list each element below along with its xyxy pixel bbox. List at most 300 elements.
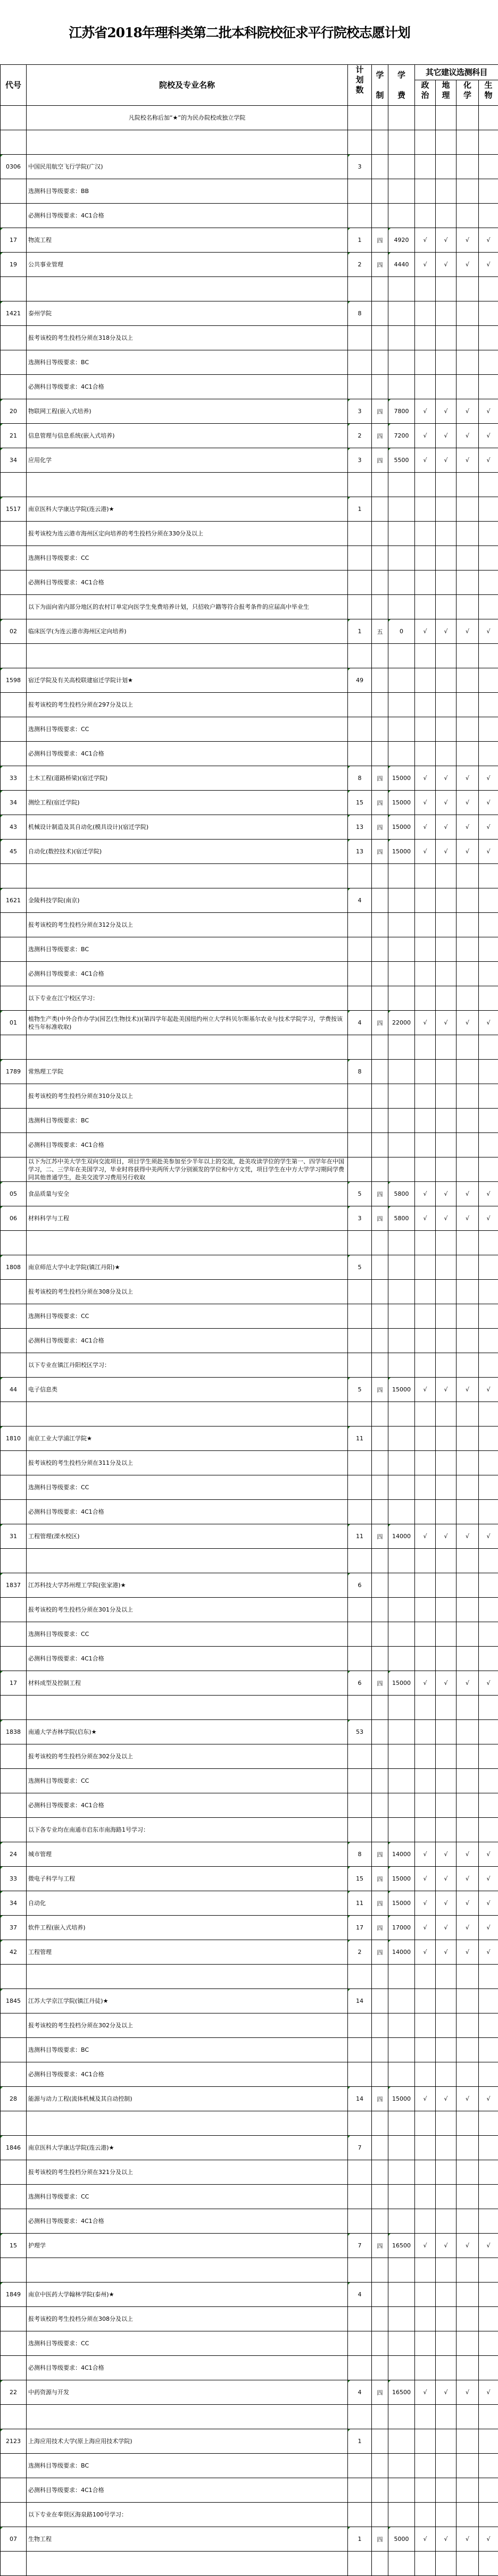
check-chemistry [456, 2429, 479, 2454]
school-name: 南京医科大学康达学院(连云港)★ [27, 2136, 348, 2160]
code-cell: 1808 [1, 1255, 27, 1280]
check-politics [415, 130, 436, 155]
check-geography [436, 106, 456, 130]
check-biology [479, 1280, 498, 1304]
requirement-row [1, 375, 498, 399]
major-row [1, 1671, 498, 1696]
check-geography [436, 1696, 456, 1720]
spacer-row [1, 1965, 498, 1989]
tuition-fee: 7200 [388, 424, 415, 448]
tuition-fee [388, 2331, 415, 2356]
check-politics [415, 1402, 436, 1427]
check-chemistry [456, 1769, 479, 1793]
requirement-row [1, 1133, 498, 1157]
check-chemistry [456, 1084, 479, 1109]
check-biology [479, 1622, 498, 1647]
requirement-row [1, 1109, 498, 1133]
major-name: 自动化 [27, 1891, 348, 1916]
check-geography [436, 1084, 456, 1109]
check-geography [436, 1304, 456, 1329]
check-geography [436, 986, 456, 1011]
code-cell: 05 [1, 1182, 27, 1206]
header-subject-chemistry-label: 化学 [463, 80, 471, 100]
check-geography [436, 277, 456, 301]
tuition-fee [388, 2062, 415, 2087]
note-text: 必测科目等级要求：4C1合格 [27, 2356, 348, 2380]
plan-count [348, 1500, 372, 1524]
check-politics [415, 668, 436, 693]
school-row [1, 1427, 498, 1451]
note-text: 选测科目等级要求：CC [27, 546, 348, 570]
check-chemistry [456, 2258, 479, 2283]
check-chemistry [456, 2478, 479, 2503]
school-row [1, 1989, 498, 2013]
spacer-row [1, 864, 498, 888]
plan-count [348, 277, 372, 301]
major-row [1, 228, 498, 253]
tuition-fee [388, 1427, 415, 1451]
major-row [1, 1842, 498, 1867]
plan-count: 53 [348, 1720, 372, 1744]
code-cell: 33 [1, 1867, 27, 1891]
check-geography: √ [436, 2087, 456, 2111]
check-chemistry [456, 2331, 479, 2356]
spacer-row [1, 1231, 498, 1255]
study-years [372, 1402, 388, 1427]
study-years [372, 301, 388, 326]
check-biology [479, 937, 498, 962]
code-cell [1, 1647, 27, 1671]
plan-count [348, 1109, 372, 1133]
check-chemistry [456, 1500, 479, 1524]
major-row [1, 1891, 498, 1916]
check-politics [415, 350, 436, 375]
study-years [372, 204, 388, 228]
major-name: 生物工程 [27, 2527, 348, 2552]
check-geography [436, 155, 456, 179]
requirement-row [1, 1769, 498, 1793]
header-subject-chemistry [456, 80, 479, 106]
note-text: 报考该校的考生投档分须在301分及以上 [27, 1598, 348, 1622]
requirement-row [1, 1598, 498, 1622]
plan-count: 17 [348, 1916, 372, 1940]
check-geography [436, 962, 456, 986]
plan-count [348, 644, 372, 668]
header-name: 院校及专业名称 [27, 65, 348, 106]
check-geography [436, 1793, 456, 1818]
check-chemistry: √ [456, 1524, 479, 1549]
requirement-row [1, 717, 498, 742]
code-cell [1, 1157, 27, 1182]
check-politics [415, 1157, 436, 1182]
study-years [372, 937, 388, 962]
plan-count: 2 [348, 253, 372, 277]
check-chemistry: √ [456, 1940, 479, 1965]
study-years [372, 2136, 388, 2160]
plan-count [348, 595, 372, 619]
code-cell [1, 2503, 27, 2527]
check-geography [436, 595, 456, 619]
check-biology [479, 1647, 498, 1671]
major-name: 能源与动力工程(流体机械及其自动控制) [27, 2087, 348, 2111]
requirement-row [1, 693, 498, 717]
school-name: 江苏大学京江学院(镇江丹徒)★ [27, 1989, 348, 2013]
check-biology [479, 1353, 498, 1378]
note-text: 报考该校的考生投档分须在310分及以上 [27, 1084, 348, 1109]
study-years: 四 [372, 424, 388, 448]
tuition-fee [388, 1647, 415, 1671]
requirement-row [1, 1329, 498, 1353]
check-chemistry: √ [456, 840, 479, 864]
study-years [372, 2160, 388, 2185]
requirement-row [1, 2062, 498, 2087]
check-politics [415, 1475, 436, 1500]
study-years: 四 [372, 253, 388, 277]
code-cell [1, 2062, 27, 2087]
school-row [1, 1573, 498, 1598]
check-biology: √ [479, 2527, 498, 2552]
study-years [372, 1451, 388, 1475]
check-politics [415, 1304, 436, 1329]
check-chemistry: √ [456, 1182, 479, 1206]
check-biology [479, 350, 498, 375]
study-years [372, 130, 388, 155]
check-biology [479, 473, 498, 497]
check-geography [436, 693, 456, 717]
check-geography: √ [436, 448, 456, 473]
check-politics [415, 742, 436, 766]
code-cell [1, 2331, 27, 2356]
check-politics [415, 2258, 436, 2283]
check-politics: √ [415, 1671, 436, 1696]
code-cell [1, 644, 27, 668]
header-subjects-group: 其它建议选测科目 [415, 65, 498, 80]
check-chemistry [456, 277, 479, 301]
requirement-row [1, 522, 498, 546]
plan-count [348, 1402, 372, 1427]
requirement-row [1, 2478, 498, 2503]
plan-count: 15 [348, 791, 372, 815]
note-text: 报考该校的考生投档分须在302分及以上 [27, 2013, 348, 2038]
check-biology [479, 2160, 498, 2185]
check-chemistry [456, 717, 479, 742]
code-cell [1, 1280, 27, 1304]
check-chemistry [456, 301, 479, 326]
check-geography [436, 1329, 456, 1353]
check-geography: √ [436, 1671, 456, 1696]
check-politics: √ [415, 1842, 436, 1867]
tuition-fee [388, 595, 415, 619]
note-text: 选测科目等级要求：BC [27, 2038, 348, 2062]
header-fee-label: 学费 [397, 65, 405, 105]
check-geography [436, 1353, 456, 1378]
check-politics [415, 155, 436, 179]
check-geography [436, 1475, 456, 1500]
header-plan-label: 计划数 [356, 65, 364, 95]
study-years: 四 [372, 1206, 388, 1231]
check-geography [436, 2013, 456, 2038]
major-row [1, 424, 498, 448]
plan-count: 4 [348, 2380, 372, 2405]
check-biology [479, 962, 498, 986]
tuition-fee [388, 668, 415, 693]
study-years [372, 1231, 388, 1255]
code-cell [1, 2478, 27, 2503]
study-years [372, 2552, 388, 2576]
study-years [372, 2209, 388, 2234]
check-politics [415, 2503, 436, 2527]
study-years [372, 864, 388, 888]
study-years [372, 106, 388, 130]
note-text: 必测科目等级要求：4C1合格 [27, 2209, 348, 2234]
study-years [372, 2503, 388, 2527]
plan-count: 3 [348, 155, 372, 179]
check-politics [415, 864, 436, 888]
check-biology: √ [479, 1182, 498, 1206]
study-years [372, 522, 388, 546]
tuition-fee [388, 1231, 415, 1255]
code-cell: 33 [1, 766, 27, 791]
check-geography: √ [436, 2527, 456, 2552]
tuition-fee [388, 2136, 415, 2160]
requirement-row [1, 1818, 498, 1842]
plan-count: 2 [348, 1940, 372, 1965]
check-geography [436, 2331, 456, 2356]
document-title: 江苏省2018年理科类第二批本科院校征求平行院校志愿计划 [0, 23, 479, 43]
code-cell [1, 2209, 27, 2234]
tuition-fee [388, 2478, 415, 2503]
check-politics [415, 1500, 436, 1524]
requirement-row [1, 1304, 498, 1329]
study-years [372, 1720, 388, 1744]
major-row [1, 2527, 498, 2552]
tuition-fee: 16500 [388, 2234, 415, 2258]
check-biology: √ [479, 228, 498, 253]
check-geography [436, 1157, 456, 1182]
study-years [372, 1622, 388, 1647]
check-biology [479, 1084, 498, 1109]
plan-count [348, 1451, 372, 1475]
plan-count [348, 326, 372, 350]
study-years [372, 2062, 388, 2087]
plan-count: 4 [348, 1011, 372, 1035]
check-biology: √ [479, 2087, 498, 2111]
check-geography: √ [436, 815, 456, 840]
check-biology [479, 1989, 498, 2013]
check-chemistry [456, 2454, 479, 2478]
check-chemistry [456, 179, 479, 204]
plan-count [348, 1475, 372, 1500]
check-chemistry [456, 742, 479, 766]
study-years [372, 570, 388, 595]
major-name: 材料成型及控制工程 [27, 1671, 348, 1696]
check-biology [479, 1304, 498, 1329]
check-politics [415, 522, 436, 546]
note-text: 凡院校名称后加“★”的为民办院校或独立学院 [27, 106, 348, 130]
check-politics: √ [415, 424, 436, 448]
code-cell [1, 1231, 27, 1255]
study-years [372, 1157, 388, 1182]
note-text: 报考该校的考生投档分须在308分及以上 [27, 1280, 348, 1304]
plan-count [348, 1231, 372, 1255]
check-politics: √ [415, 2087, 436, 2111]
major-row [1, 448, 498, 473]
code-cell: 34 [1, 1891, 27, 1916]
code-cell: 06 [1, 1206, 27, 1231]
tuition-fee: 15000 [388, 815, 415, 840]
school-name: 南京医科大学康达学院(连云港)★ [27, 497, 348, 522]
check-biology [479, 1157, 498, 1182]
note-text: 必测科目等级要求：4C1合格 [27, 1329, 348, 1353]
tuition-fee [388, 1598, 415, 1622]
plan-count [348, 1818, 372, 1842]
study-years: 四 [372, 1891, 388, 1916]
plan-count: 15 [348, 1867, 372, 1891]
major-name: 城市管理 [27, 1842, 348, 1867]
tuition-fee: 4440 [388, 253, 415, 277]
tuition-fee [388, 913, 415, 937]
requirement-row [1, 913, 498, 937]
check-biology [479, 2062, 498, 2087]
check-chemistry [456, 1231, 479, 1255]
check-politics [415, 1329, 436, 1353]
major-name: 土木工程(道路桥梁)(宿迁学院) [27, 766, 348, 791]
check-politics [415, 2331, 436, 2356]
plan-count [348, 2209, 372, 2234]
plan-count: 1 [348, 228, 372, 253]
note-text: 必测科目等级要求：4C1合格 [27, 962, 348, 986]
note-text: 选测科目等级要求：CC [27, 2331, 348, 2356]
header-subject-geography-label: 地理 [442, 80, 450, 100]
study-years [372, 473, 388, 497]
check-chemistry [456, 1451, 479, 1475]
note-text: 必测科目等级要求：4C1合格 [27, 1647, 348, 1671]
check-biology [479, 864, 498, 888]
code-cell: 0306 [1, 155, 27, 179]
plan-count [348, 2552, 372, 2576]
major-row [1, 1378, 498, 1402]
study-years [372, 2429, 388, 2454]
tuition-fee [388, 570, 415, 595]
check-geography: √ [436, 766, 456, 791]
check-chemistry [456, 130, 479, 155]
header-fee [388, 65, 415, 106]
check-chemistry [456, 326, 479, 350]
major-row [1, 791, 498, 815]
header-code: 代号 [1, 65, 27, 106]
check-chemistry: √ [456, 253, 479, 277]
requirement-row [1, 2013, 498, 2038]
major-name: 软件工程(嵌入式培养) [27, 1916, 348, 1940]
check-chemistry: √ [456, 766, 479, 791]
study-years [372, 1647, 388, 1671]
note-text [27, 2258, 348, 2283]
major-row [1, 1206, 498, 1231]
check-biology [479, 1573, 498, 1598]
school-row [1, 301, 498, 326]
major-name: 食品质量与安全 [27, 1182, 348, 1206]
note-text [27, 2111, 348, 2136]
check-geography [436, 913, 456, 937]
code-cell: 43 [1, 815, 27, 840]
code-cell: 42 [1, 1940, 27, 1965]
check-biology [479, 2111, 498, 2136]
check-politics [415, 2136, 436, 2160]
tuition-fee [388, 1451, 415, 1475]
check-chemistry [456, 1035, 479, 1060]
tuition-fee: 4920 [388, 228, 415, 253]
study-years [372, 717, 388, 742]
note-text: 选测科目等级要求：CC [27, 1304, 348, 1329]
check-biology [479, 1965, 498, 1989]
tuition-fee [388, 2160, 415, 2185]
plan-count [348, 1280, 372, 1304]
plan-count [348, 1329, 372, 1353]
code-cell [1, 1133, 27, 1157]
code-cell [1, 1402, 27, 1427]
code-cell [1, 717, 27, 742]
check-biology [479, 570, 498, 595]
check-biology: √ [479, 815, 498, 840]
check-politics [415, 497, 436, 522]
check-chemistry [456, 2552, 479, 2576]
check-chemistry [456, 1744, 479, 1769]
check-chemistry [456, 1622, 479, 1647]
plan-count [348, 204, 372, 228]
tuition-fee [388, 1353, 415, 1378]
major-row [1, 1182, 498, 1206]
plan-count [348, 106, 372, 130]
plan-count [348, 473, 372, 497]
tuition-fee [388, 1133, 415, 1157]
check-chemistry [456, 1989, 479, 2013]
plan-count: 14 [348, 1989, 372, 2013]
plan-count [348, 1744, 372, 1769]
check-biology: √ [479, 1940, 498, 1965]
school-name: 常熟理工学院 [27, 1060, 348, 1084]
tuition-fee [388, 2283, 415, 2307]
check-geography: √ [436, 1891, 456, 1916]
plan-count [348, 2503, 372, 2527]
check-politics: √ [415, 766, 436, 791]
requirement-row [1, 2331, 498, 2356]
check-biology [479, 2478, 498, 2503]
plan-count [348, 2307, 372, 2331]
major-name: 护理学 [27, 2234, 348, 2258]
check-biology: √ [479, 1378, 498, 1402]
major-row [1, 766, 498, 791]
check-biology: √ [479, 1842, 498, 1867]
code-cell [1, 1622, 27, 1647]
tuition-fee: 15000 [388, 766, 415, 791]
code-cell: 34 [1, 448, 27, 473]
major-row [1, 840, 498, 864]
study-years [372, 155, 388, 179]
header-years-label: 学制 [376, 65, 384, 105]
code-cell [1, 1793, 27, 1818]
check-biology [479, 1793, 498, 1818]
check-chemistry [456, 1304, 479, 1329]
check-biology [479, 888, 498, 913]
tuition-fee [388, 1280, 415, 1304]
plan-count: 3 [348, 1206, 372, 1231]
header-plan [348, 65, 372, 106]
major-name: 机械设计制造及其自动化(模具设计)(宿迁学院) [27, 815, 348, 840]
check-geography: √ [436, 1182, 456, 1206]
plan-count: 11 [348, 1524, 372, 1549]
study-years [372, 1696, 388, 1720]
check-chemistry: √ [456, 1842, 479, 1867]
